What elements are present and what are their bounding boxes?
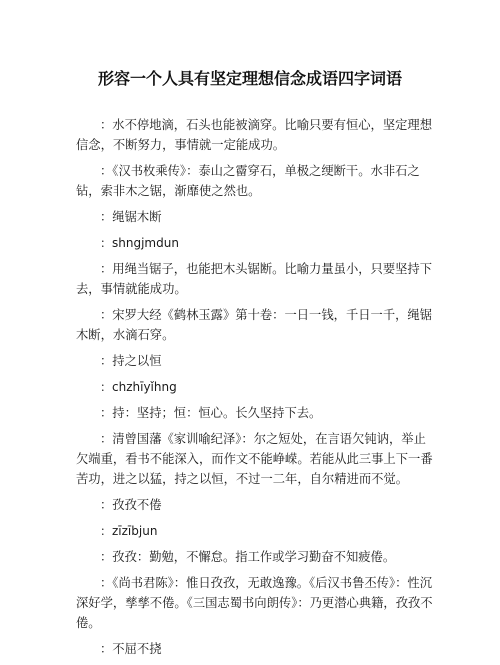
paragraph-idiom: ：绳锯木断 xyxy=(100,210,162,224)
paragraph-pinyin: ：shngjmdun xyxy=(100,236,179,250)
paragraph-source: ：《汉书枚乘传》：泰山之霤穿石，单极之绠断干。水非石之钻，索非木之锯，渐靡使之然也。 xyxy=(76,164,420,198)
paragraph-idiom: ：不屈不挠 xyxy=(100,642,162,656)
paragraph-idiom: ：持之以恒 xyxy=(100,354,162,368)
paragraph-source: ：清曾国藩《家训喻纪泽》：尔之短处，在言语欠钝讷，举止欠端重，看书不能深入，而作文不能峥嵘。若能从此三事上下一番苦功，进之以猛，持之以恒，不过一二年，自尔精进而不觉。 xyxy=(76,432,433,486)
paragraph-meaning: ：孜孜：勤勉，不懈怠。指工作或学习勤奋不知疲倦。 xyxy=(100,550,396,564)
document-title: 形容一个人具有坚定理想信念成语四字词语 xyxy=(97,69,402,88)
paragraph-source: ：宋罗大经《鹤林玉露》第十卷：一日一钱，千日一千，绳锯木断，水滴石穿。 xyxy=(76,308,433,342)
paragraph-pinyin: ：chzhīyǐhng xyxy=(100,380,177,394)
paragraph-meaning: ：用绳当锯子，也能把木头锯断。比喻力量虽小，只要坚持下去，事情就能成功。 xyxy=(76,262,433,296)
document-body xyxy=(76,115,434,665)
paragraph-source: ：《尚书君陈》：惟日孜孜，无敢逸豫。《后汉书鲁丕传》：性沉深好学，孳孳不倦。《三国志蜀书向朗传》：乃更潜心典籍，孜孜不倦。 xyxy=(76,576,433,630)
paragraph-meaning: ：持：坚持；恒：恒心。长久坚持下去。 xyxy=(100,406,322,420)
paragraph-meaning: ：水不停地滴，石头也能被滴穿。比喻只要有恒心，坚定理想信念，不断努力，事情就一定能成功。 xyxy=(76,118,433,152)
paragraph-pinyin: ：zīzībjun xyxy=(100,524,158,538)
paragraph-idiom: ：孜孜不倦 xyxy=(100,498,162,512)
